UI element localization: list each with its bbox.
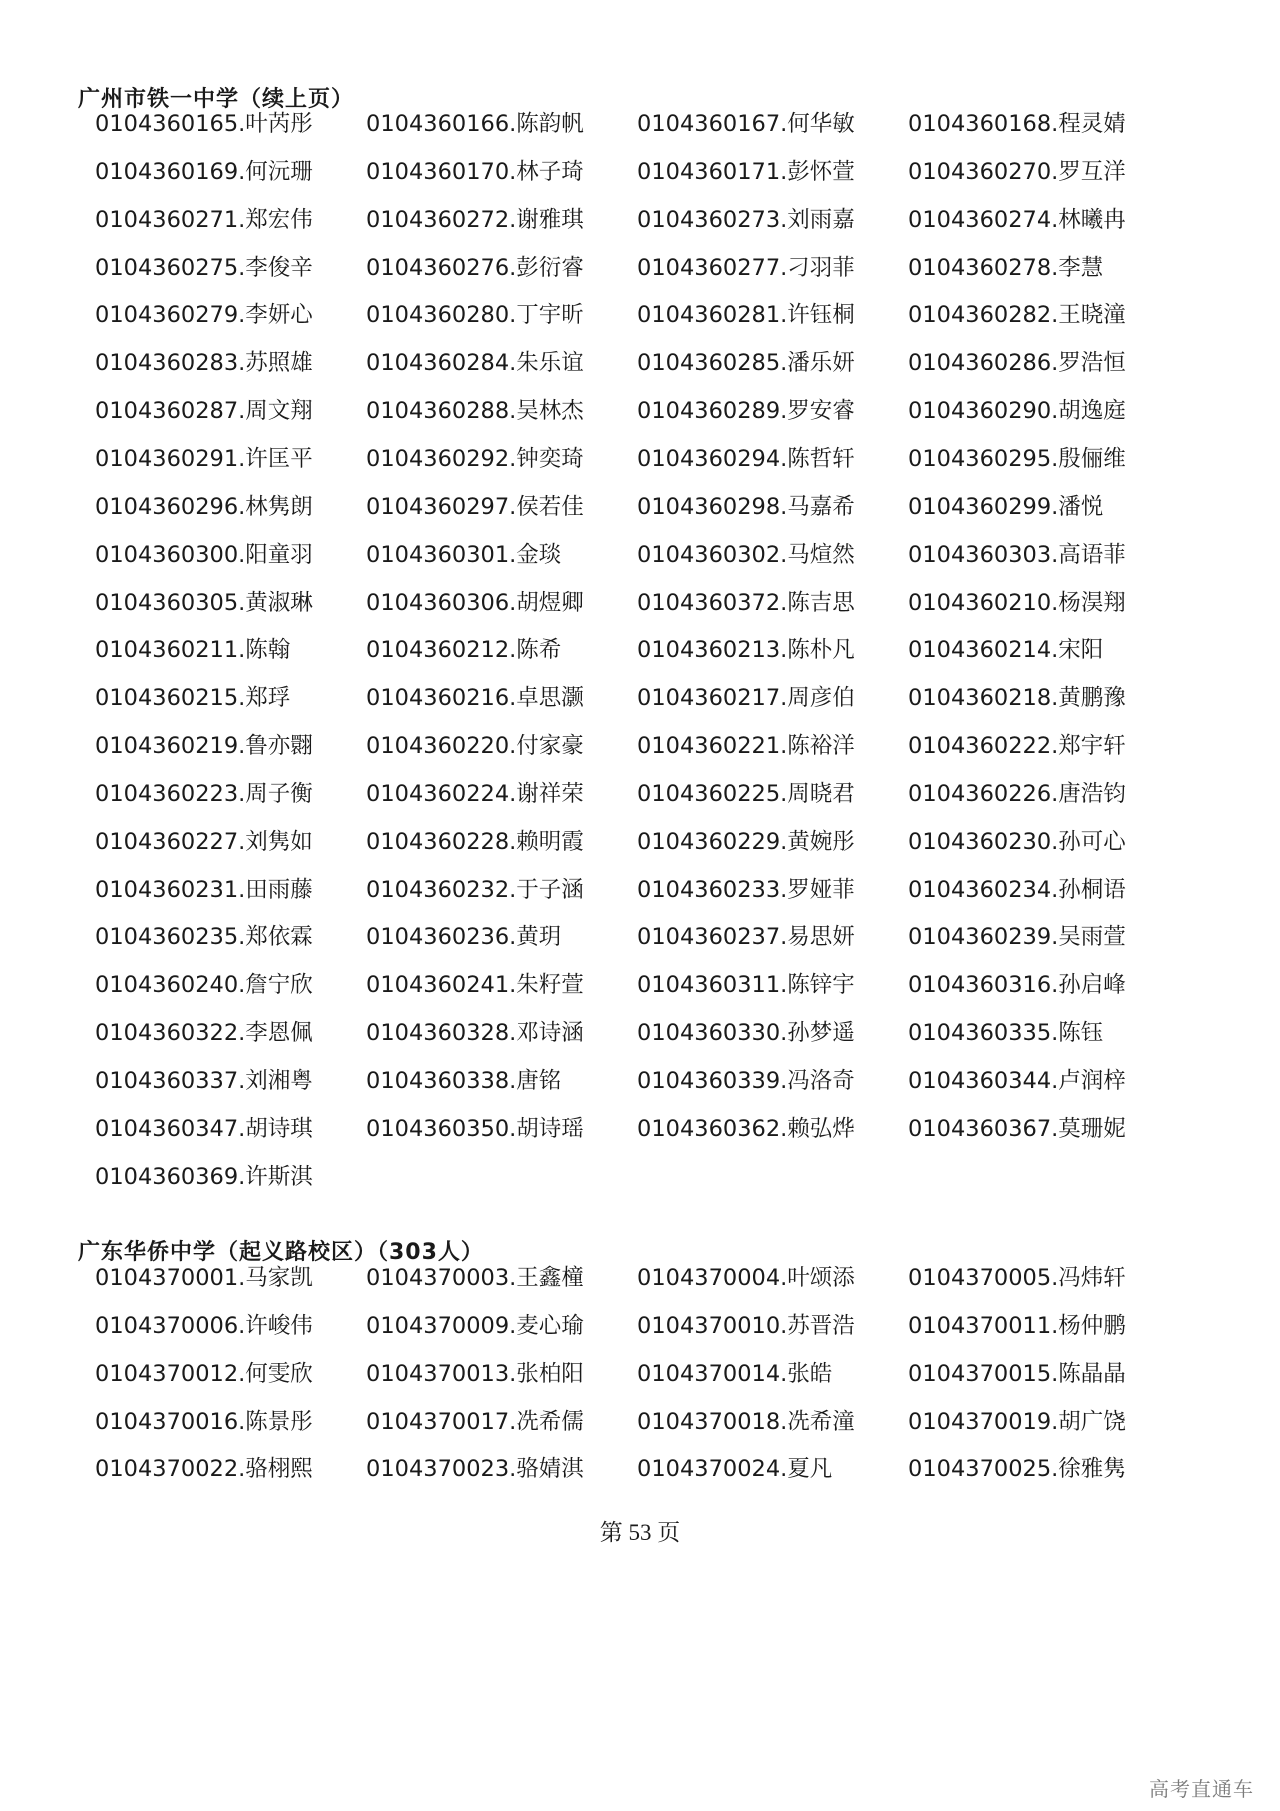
student-entry: 0104360228.赖明霞 [366,828,584,855]
student-entry: 0104360224.谢祥荣 [366,780,584,807]
student-entry: 0104360169.何沅珊 [95,158,313,185]
student-entry: 0104360230.孙可心 [908,828,1126,855]
student-entry: 0104360229.黄婉彤 [637,828,855,855]
student-entry: 0104360347.胡诗琪 [95,1115,313,1142]
student-entry: 0104360170.林子琦 [366,158,584,185]
student-entry: 0104360236.黄玥 [366,924,562,951]
student-entry: 0104360311.陈锌宇 [637,972,855,999]
student-entry: 0104360171.彭怀萱 [637,158,855,185]
student-entry: 0104360234.孙桐语 [908,876,1126,903]
student-entry: 0104360306.胡煜卿 [366,589,584,616]
student-entry: 0104360239.吴雨萱 [908,924,1126,951]
student-entry: 0104370010.苏晋浩 [637,1312,855,1339]
student-entry: 0104360168.程灵婧 [908,111,1126,137]
student-entry: 0104360165.叶芮彤 [95,111,313,137]
student-entry: 0104360290.胡逸庭 [908,398,1126,425]
student-entry: 0104360233.罗娅菲 [637,876,855,903]
student-entry: 0104370004.叶颂添 [637,1265,855,1291]
student-entry: 0104360240.詹宁欣 [95,972,313,999]
student-entry: 0104360237.易思妍 [637,924,855,951]
student-entry: 0104360241.朱籽萱 [366,972,584,999]
student-entry: 0104360210.杨淏翔 [908,589,1126,616]
student-entry: 0104370009.麦心瑜 [366,1312,584,1339]
student-entry: 0104360337.刘湘粤 [95,1068,313,1094]
student-entry: 0104360281.许钰桐 [637,302,855,329]
section-heading: 广东华侨中学（起义路校区）（303人） [78,1240,484,1265]
student-entry: 0104360335.陈钰 [908,1020,1104,1047]
student-entry: 0104370005.冯炜轩 [908,1265,1126,1291]
student-entry: 0104370014.张皓 [637,1360,833,1387]
student-entry: 0104360215.郑琈 [95,685,291,712]
student-entry: 0104360369.许斯淇 [95,1163,313,1190]
student-entry: 0104360338.唐铭 [366,1068,562,1094]
student-entry: 0104360284.朱乐谊 [366,350,584,377]
student-entry: 0104360283.苏照雄 [95,350,313,377]
student-entry: 0104370011.杨仲鹏 [908,1312,1126,1339]
student-entry: 0104360305.黄淑琳 [95,589,313,616]
watermark: 高考直通车 [1149,1777,1254,1801]
student-entry: 0104360277.刁羽菲 [637,254,855,281]
student-entry: 0104360299.潘悦 [908,493,1104,520]
student-entry: 0104360303.高语菲 [908,541,1126,568]
student-entry: 0104360300.阳童羽 [95,541,313,568]
student-entry: 0104360298.马嘉希 [637,493,855,520]
student-entry: 0104360213.陈朴凡 [637,637,855,664]
student-entry: 0104360232.于子涵 [366,876,584,903]
student-entry: 0104370018.冼希潼 [637,1408,855,1435]
student-entry: 0104370015.陈晶晶 [908,1360,1126,1387]
student-entry: 0104360275.李俊辛 [95,254,313,281]
student-entry: 0104370024.夏凡 [637,1456,833,1483]
student-entry: 0104360272.谢雅琪 [366,206,584,233]
student-entry: 0104360278.李慧 [908,254,1104,281]
student-entry: 0104360372.陈吉思 [637,589,855,616]
student-entry: 0104370003.王鑫橦 [366,1265,584,1291]
student-entry: 0104360296.林隽朗 [95,493,313,520]
student-entry: 0104360235.郑依霖 [95,924,313,951]
student-entry: 0104370006.许峻伟 [95,1312,313,1339]
student-entry: 0104360367.莫珊妮 [908,1115,1126,1142]
student-entry: 0104360350.胡诗瑶 [366,1115,584,1142]
student-entry: 0104360291.许匡平 [95,445,313,472]
student-entry: 0104360271.郑宏伟 [95,206,313,233]
student-entry: 0104360285.潘乐妍 [637,350,855,377]
student-entry: 0104360286.罗浩恒 [908,350,1126,377]
section-heading: 广州市铁一中学（续上页） [78,87,355,112]
student-entry: 0104360288.吴林杰 [366,398,584,425]
student-entry: 0104370001.马家凯 [95,1265,313,1291]
student-entry: 0104370017.冼希儒 [366,1408,584,1435]
student-entry: 0104360287.周文翔 [95,398,313,425]
student-entry: 0104360211.陈翰 [95,637,291,664]
student-entry: 0104360316.孙启峰 [908,972,1126,999]
student-entry: 0104370016.陈景彤 [95,1408,313,1435]
student-entry: 0104360221.陈裕洋 [637,733,855,760]
student-entry: 0104360223.周子衡 [95,780,313,807]
student-entry: 0104370012.何雯欣 [95,1360,313,1387]
student-entry: 0104360225.周晓君 [637,780,855,807]
student-entry: 0104360166.陈韵帆 [366,111,584,137]
student-entry: 0104360292.钟奕琦 [366,445,584,472]
student-entry: 0104360226.唐浩钧 [908,780,1126,807]
student-entry: 0104370013.张柏阳 [366,1360,584,1387]
student-entry: 0104360362.赖弘烨 [637,1115,855,1142]
page-number: 第 53 页 [599,1520,681,1545]
student-entry: 0104360294.陈哲轩 [637,445,855,472]
student-entry: 0104360217.周彦伯 [637,685,855,712]
student-entry: 0104360339.冯洛奇 [637,1068,855,1094]
student-entry: 0104360227.刘隽如 [95,828,313,855]
student-entry: 0104360270.罗互洋 [908,158,1126,185]
student-entry: 0104360302.马煊然 [637,541,855,568]
student-entry: 0104360219.鲁亦翾 [95,733,313,760]
student-entry: 0104360279.李妍心 [95,302,313,329]
student-entry: 0104360220.付家豪 [366,733,584,760]
student-entry: 0104360214.宋阳 [908,637,1104,664]
student-entry: 0104360322.李恩佩 [95,1020,313,1047]
student-entry: 0104360344.卢润梓 [908,1068,1126,1094]
student-entry: 0104370022.骆栩熙 [95,1456,313,1483]
student-entry: 0104370023.骆婧淇 [366,1456,584,1483]
student-entry: 0104360231.田雨藤 [95,876,313,903]
student-entry: 0104360218.黄鹏豫 [908,685,1126,712]
student-entry: 0104360280.丁宇昕 [366,302,584,329]
student-entry: 0104360297.侯若佳 [366,493,584,520]
student-entry: 0104360274.林曦冉 [908,206,1126,233]
student-entry: 0104360273.刘雨嘉 [637,206,855,233]
student-entry: 0104360282.王晓潼 [908,302,1126,329]
student-entry: 0104360301.金琰 [366,541,562,568]
student-entry: 0104370025.徐雅隽 [908,1456,1126,1483]
student-entry: 0104370019.胡广饶 [908,1408,1126,1435]
student-entry: 0104360295.殷俪维 [908,445,1126,472]
student-entry: 0104360222.郑宇轩 [908,733,1126,760]
student-entry: 0104360212.陈希 [366,637,562,664]
student-entry: 0104360167.何华敏 [637,111,855,137]
student-entry: 0104360328.邓诗涵 [366,1020,584,1047]
student-entry: 0104360330.孙梦遥 [637,1020,855,1047]
student-entry: 0104360289.罗安睿 [637,398,855,425]
student-entry: 0104360216.卓思灏 [366,685,584,712]
student-entry: 0104360276.彭衍睿 [366,254,584,281]
